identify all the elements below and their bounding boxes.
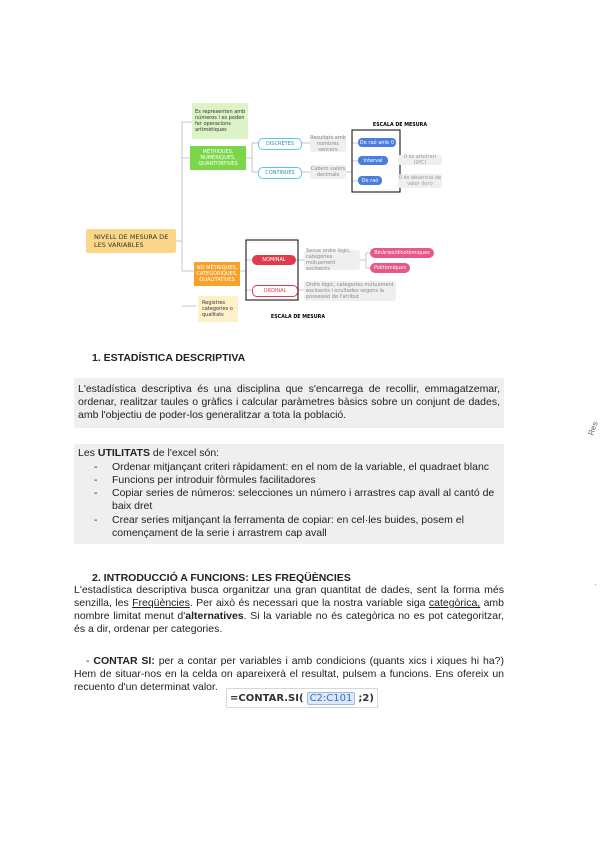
- de-rao-node: De raó: [358, 176, 382, 185]
- list-item: - Ordenar mitjançant criteri ràpidament: en el nom de la variable, el quadraet blanc: [94, 461, 490, 473]
- nonmetric-node: NO MÈTRIQUES, CATEGÒRIQUES, QUALITATIVES: [194, 262, 240, 286]
- nominal-node: NOMINAL: [252, 255, 296, 265]
- utilitats-heading: Les UTILITATS de l'excel són:: [78, 447, 220, 459]
- ratio-zero-node: De raó amb 0: [359, 139, 395, 146]
- metric-node: MÈTRIQUES, NUMÈRIQUES, QUANTITATIVES: [190, 146, 246, 170]
- scale-label-top: ESCALA DE MESURA: [372, 122, 428, 128]
- continues-note: Cabem valors decimals: [310, 166, 346, 178]
- section1-title: 1. ESTADÍSTICA DESCRIPTIVA: [92, 352, 246, 364]
- list-item: - Crear series mitjançant la ferramenta de copiar: en cel·les buides, posem el començament de la serie i arrastrem cap avall: [94, 514, 464, 539]
- list-item: - Copiar series de números: selecciones un número i arrastres cap avall al cantó de baix dret: [94, 487, 495, 512]
- frequencies-paragraph: L'estadística descriptiva busca organitzar una gran quantitat de dades, sent la forma més senzilla, les Freqüències. Per això és necessari que la nostra variable siga categòrica, amb nombre limitat menut d'alternatives. Si la variable no és categòrica no es pot categoritzar, és a dir, ordenar per categories.: [74, 584, 505, 635]
- metric-note: Es representen amb números i es poden fer operacions aritmètiques: [192, 103, 248, 139]
- margin-note: Res: [586, 420, 600, 437]
- nominal-note: Sense ordre lògic, categories mútuament excloents: [304, 250, 360, 270]
- interval-note: 0 és arbitrari (0ºC): [398, 155, 442, 165]
- diagram-connectors: [0, 0, 600, 330]
- formula-snippet: =CONTAR.SI( C2:C101 ;2): [226, 688, 378, 708]
- interval-node: Interval: [358, 156, 388, 165]
- contar-si-paragraph: - CONTAR SI: per a contar per variables i amb condicions (quants xics i xiques hi ha?) Hem de situar-nos en la celda on apareixerà el resultat, pulsem a funcions. Ens ofereix un recuento d'un determinat valor.: [74, 655, 504, 693]
- margin-mark: ·: [594, 580, 597, 589]
- discretes-node: DISCRETES: [258, 138, 302, 150]
- registres-note: Registres categories o qualitats: [198, 296, 238, 322]
- continues-node: CONTINUES: [258, 167, 302, 179]
- root-node: NIVELL DE MESURA DE LES VARIABLES: [86, 229, 176, 253]
- formula-range: C2:C101: [307, 692, 356, 705]
- definition-box: [74, 378, 504, 428]
- politomiques-node: Politòmiques: [370, 263, 410, 273]
- ordinal-node: ORDINAL: [252, 285, 298, 297]
- de-rao-note: 0 és absència de valor (km): [398, 175, 442, 187]
- section2-title: 2. INTRODUCCIÓ A FUNCIONS: LES FREQÜÈNCIES: [92, 572, 351, 584]
- binaria-node: Binàries/dicotòmiques: [370, 248, 434, 258]
- list-item: - Funcions per introduir fòrmules facilitadores: [94, 474, 316, 486]
- utilitats-box: [74, 444, 504, 544]
- scale-label-bottom: ESCALA DE MESURA: [270, 314, 326, 320]
- definition-text: L'estadística descriptiva és una disciplina que s'encarrega de recollir, emmagatzemar, ordenar, realitzar taules o gràfics i calcular paràmetres bàsics sobre un conjunt de dades, amb l'objectiu de poder-los generalitzar a tota la població.: [78, 383, 500, 421]
- ordinal-note: Ordre lògic, categories mútuament excloents i ocultades segons la possessió de l'atribut: [304, 281, 396, 301]
- discretes-note: Resultats amb nombres sencers: [310, 135, 346, 153]
- variables-diagram: [0, 0, 600, 330]
